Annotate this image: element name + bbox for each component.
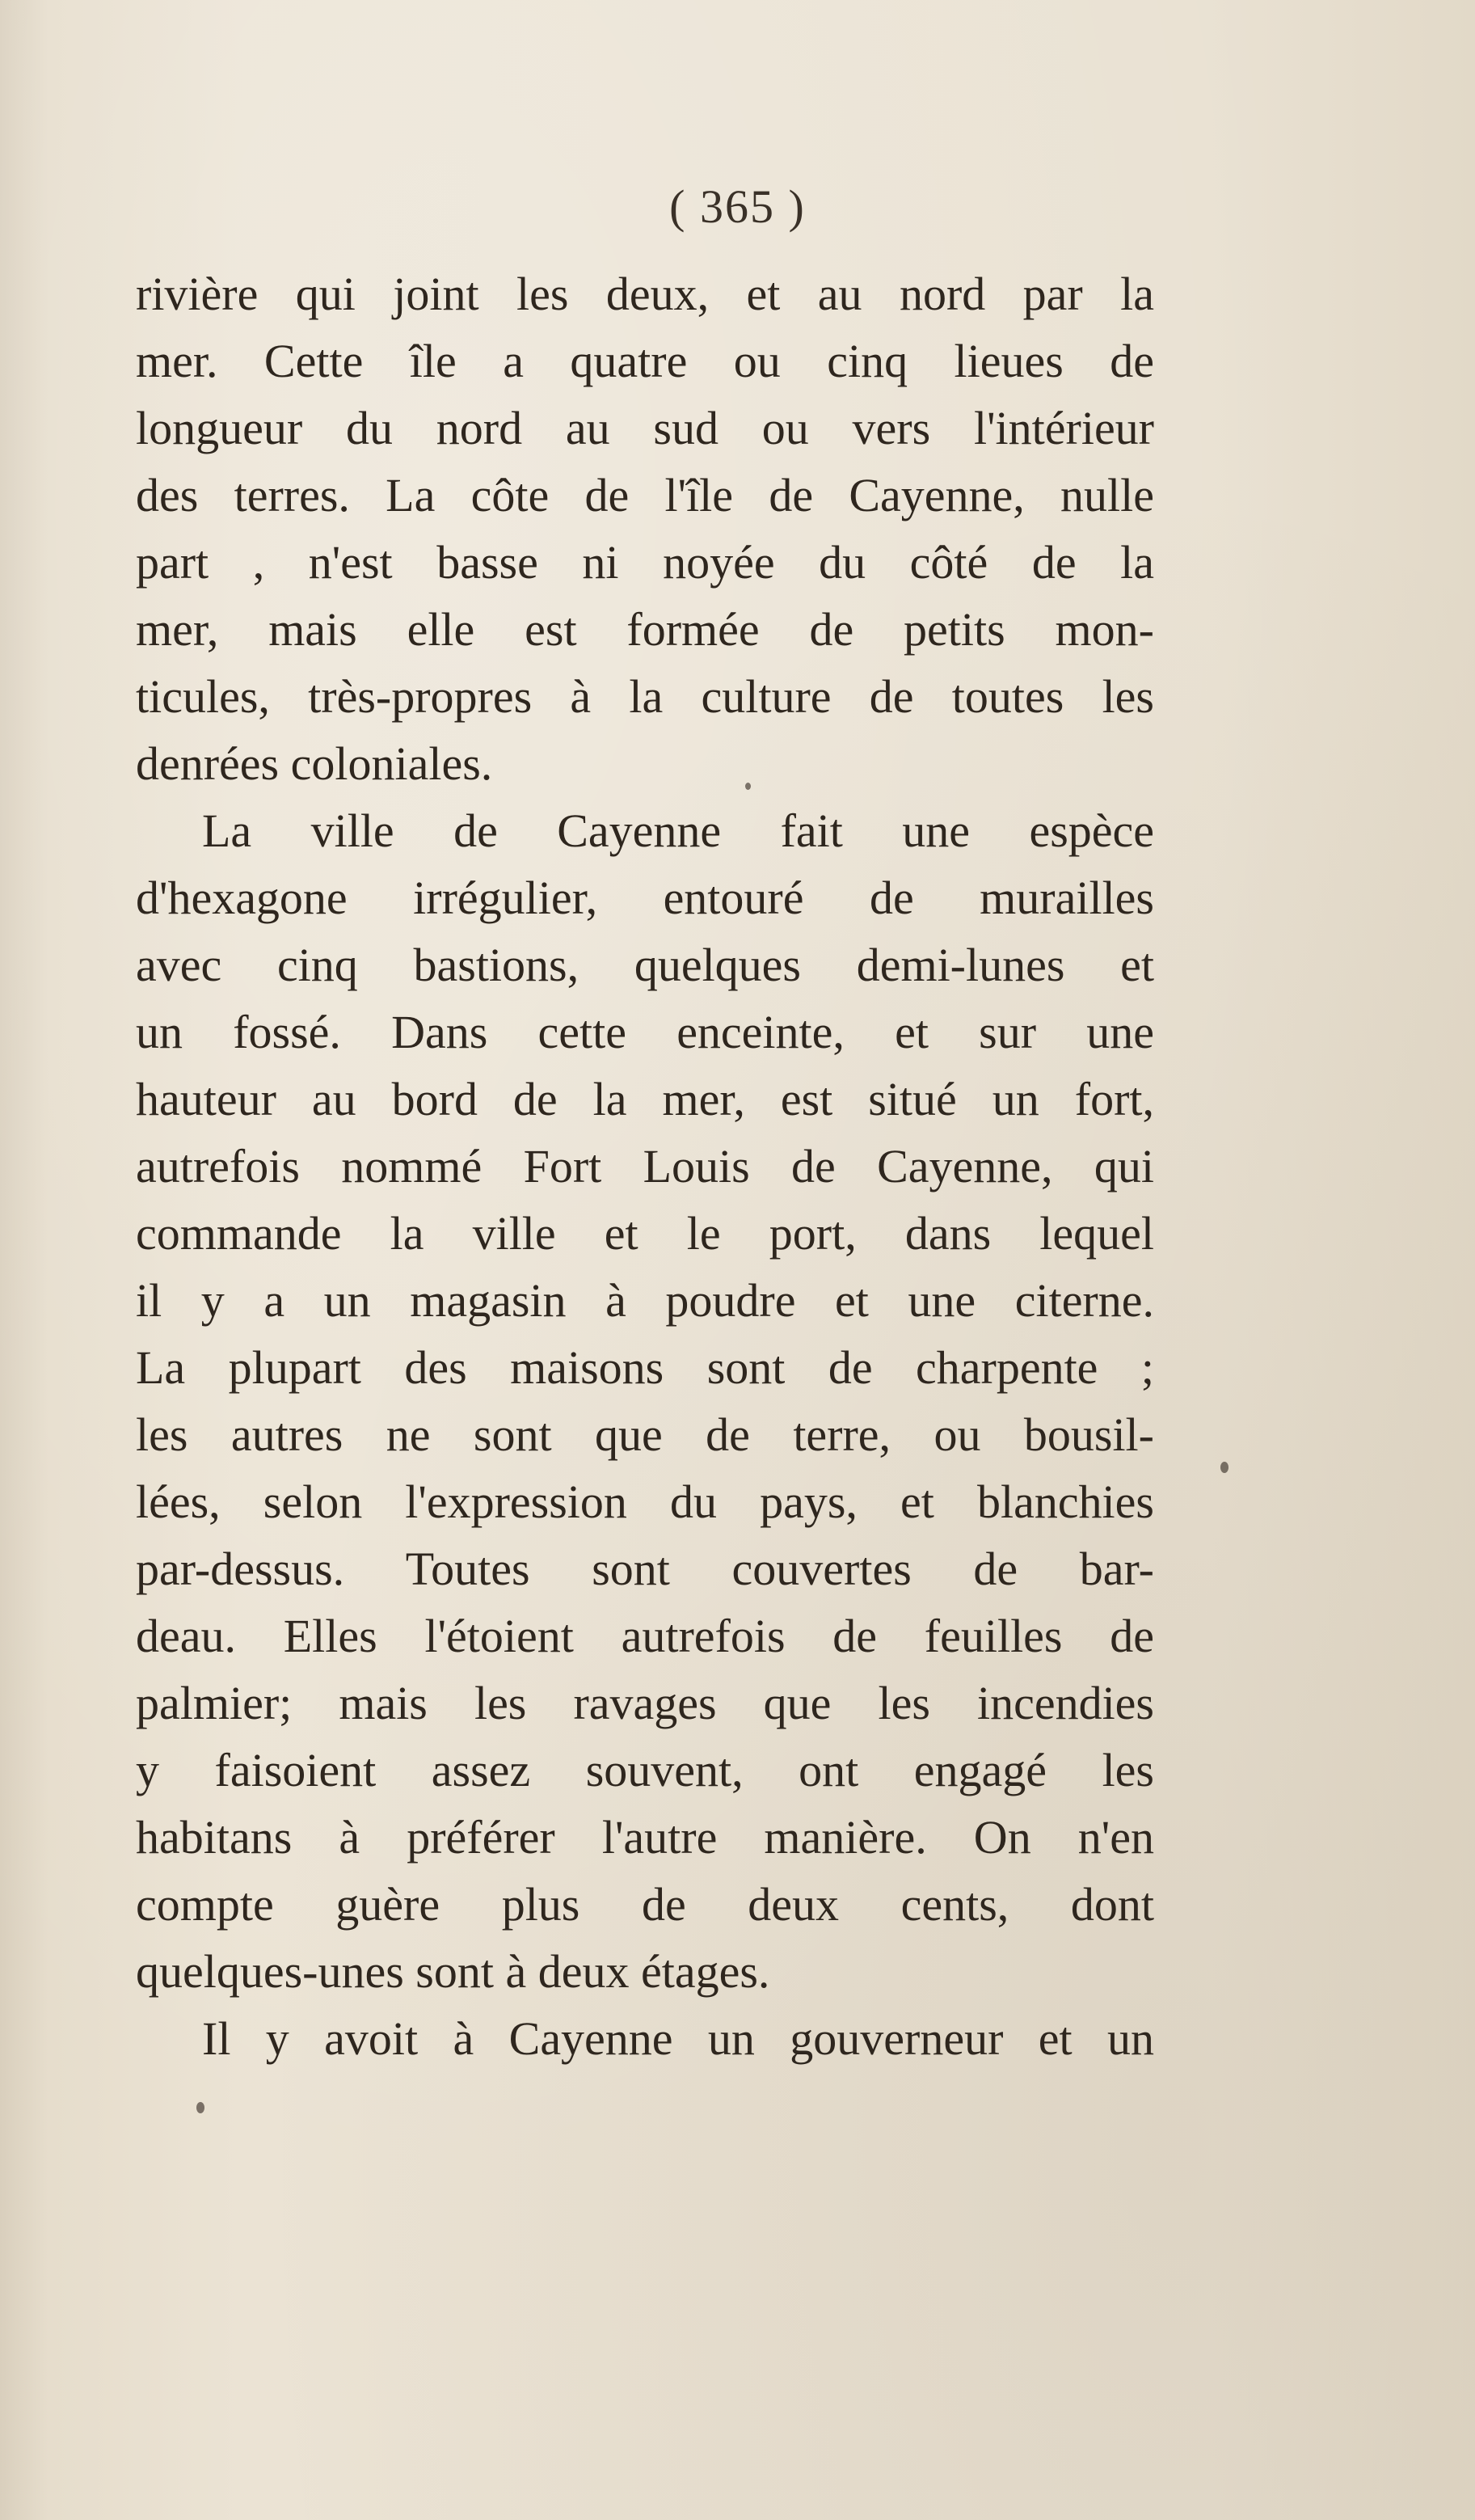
text-line: palmier; mais les ravages que les incendies xyxy=(136,1677,1154,1729)
ink-speck xyxy=(1220,1462,1228,1473)
text-line: La ville de Cayenne fait une espèce xyxy=(202,804,1154,857)
page-number: ( 365 ) xyxy=(669,180,806,233)
text-line: Il y avoit à Cayenne un gouverneur et un xyxy=(202,2012,1154,2065)
text-line: il y a un magasin à poudre et une citerne. xyxy=(136,1274,1154,1327)
text-line: compte guère plus de deux cents, dont xyxy=(136,1878,1154,1931)
text-line: deau. Elles l'étoient autrefois de feuilles de xyxy=(136,1610,1154,1662)
text-line: les autres ne sont que de terre, ou bousil- xyxy=(136,1408,1154,1461)
text-line: La plupart des maisons sont de charpente ; xyxy=(136,1341,1154,1394)
text-line: denrées coloniales. xyxy=(136,737,493,790)
text-line: quelques-unes sont à deux étages. xyxy=(136,1945,770,1998)
text-line: commande la ville et le port, dans lequel xyxy=(136,1207,1154,1260)
text-line: mer, mais elle est formée de petits mon- xyxy=(136,603,1154,656)
text-line: des terres. La côte de l'île de Cayenne, nulle xyxy=(136,469,1154,521)
text-line: lées, selon l'expression du pays, et blanchies xyxy=(136,1475,1154,1528)
text-line: hauteur au bord de la mer, est situé un fort, xyxy=(136,1073,1154,1125)
text-line: y faisoient assez souvent, ont engagé les xyxy=(136,1744,1154,1796)
text-line: part , n'est basse ni noyée du côté de la xyxy=(136,536,1154,589)
ink-speck xyxy=(745,783,751,790)
text-line: habitans à préférer l'autre manière. On n'en xyxy=(136,1811,1154,1864)
text-line: rivière qui joint les deux, et au nord par la xyxy=(136,268,1154,320)
text-line: longueur du nord au sud ou vers l'intérieur xyxy=(136,402,1154,454)
text-line: autrefois nommé Fort Louis de Cayenne, qui xyxy=(136,1140,1154,1192)
body-text xyxy=(136,260,1154,2072)
text-line: un fossé. Dans cette enceinte, et sur une xyxy=(136,1006,1154,1058)
text-line: mer. Cette île a quatre ou cinq lieues de xyxy=(136,335,1154,387)
text-line: ticules, très-propres à la culture de toutes les xyxy=(136,670,1154,723)
text-line: avec cinq bastions, quelques demi-lunes et xyxy=(136,939,1154,991)
ink-speck xyxy=(196,2102,204,2113)
text-line: par-dessus. Toutes sont couvertes de bar- xyxy=(136,1543,1154,1595)
text-line: d'hexagone irrégulier, entouré de murailles xyxy=(136,872,1154,924)
